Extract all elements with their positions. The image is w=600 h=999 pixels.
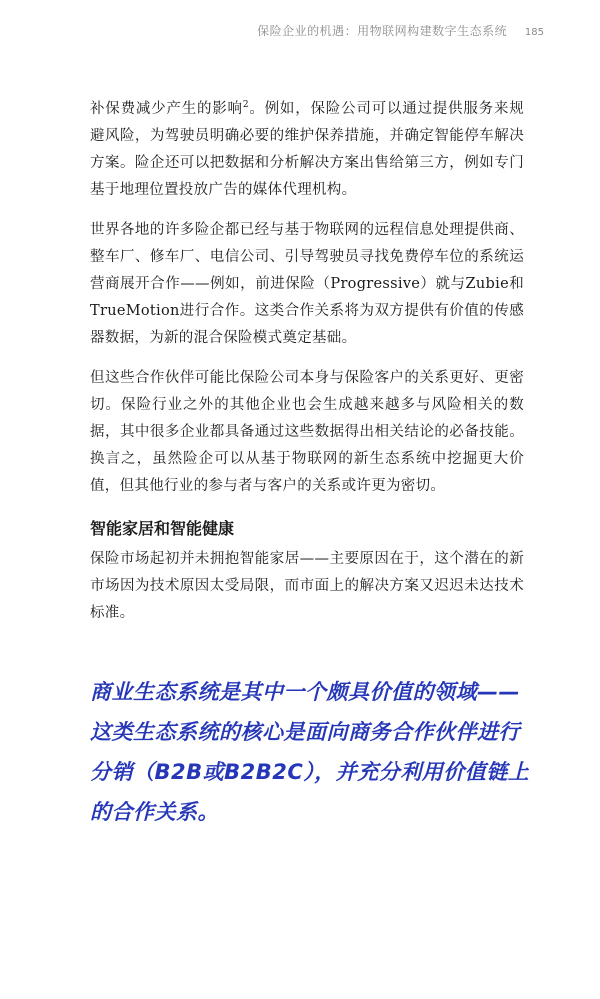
paragraph-1	[90, 96, 524, 204]
section-heading: 智能家居和智能健康	[90, 519, 235, 538]
pull-quote: 商业生态系统是其中一个颇具价值的领域——这类生态系统的核心是面向商务合作伙伴进行分销（B2B或B2B2C），并充分利用价值链上的合作关系。	[90, 680, 530, 824]
main-content	[90, 96, 524, 640]
running-header	[257, 22, 544, 39]
page-number: 185	[524, 27, 544, 38]
section-paragraph: 保险市场起初并未拥抱智能家居——主要原因在于，这个潜在的新市场因为技术原因太受局限，而市面上的解决方案又迟迟未达技术标准。	[90, 551, 524, 621]
chapter-title: 保险企业的机遇：用物联网构建数字生态系统	[257, 24, 508, 38]
paragraph-3: 但这些合作伙伴可能比保险公司本身与保险客户的关系更好、更密切。保险行业之外的其他企业也会生成越来越多与风险相关的数据，其中很多企业都具备通过这些数据得出相关结论的必备技能。换言之，虽然险企可以从基于物联网的新生态系统中挖掘更大价值，但其他行业的参与者与客户的关系或许更为密切。	[90, 370, 524, 494]
paragraph-1-rest: 。例如，保险公司可以通过提供服务来规避风险，为驾驶员明确必要的维护保养措施，并确定智能停车解决方案。险企还可以把数据和分析解决方案出售给第三方，例如专门基于地理位置投放广告的媒体代理机构。	[90, 101, 524, 198]
paragraph-2: 世界各地的许多险企都已经与基于物联网的远程信息处理提供商、整车厂、修车厂、电信公司、引导驾驶员寻找免费停车位的系统运营商展开合作——例如，前进保险（Progressive）就与Zubie和TrueMotion进行合作。这类合作关系将为双方提供有价值的传感器数据，为新的混合保险模式奠定基础。	[90, 222, 524, 346]
paragraph-1-text: 补保费减少产生的影响	[90, 101, 243, 117]
footnote-ref: 2	[242, 100, 249, 111]
